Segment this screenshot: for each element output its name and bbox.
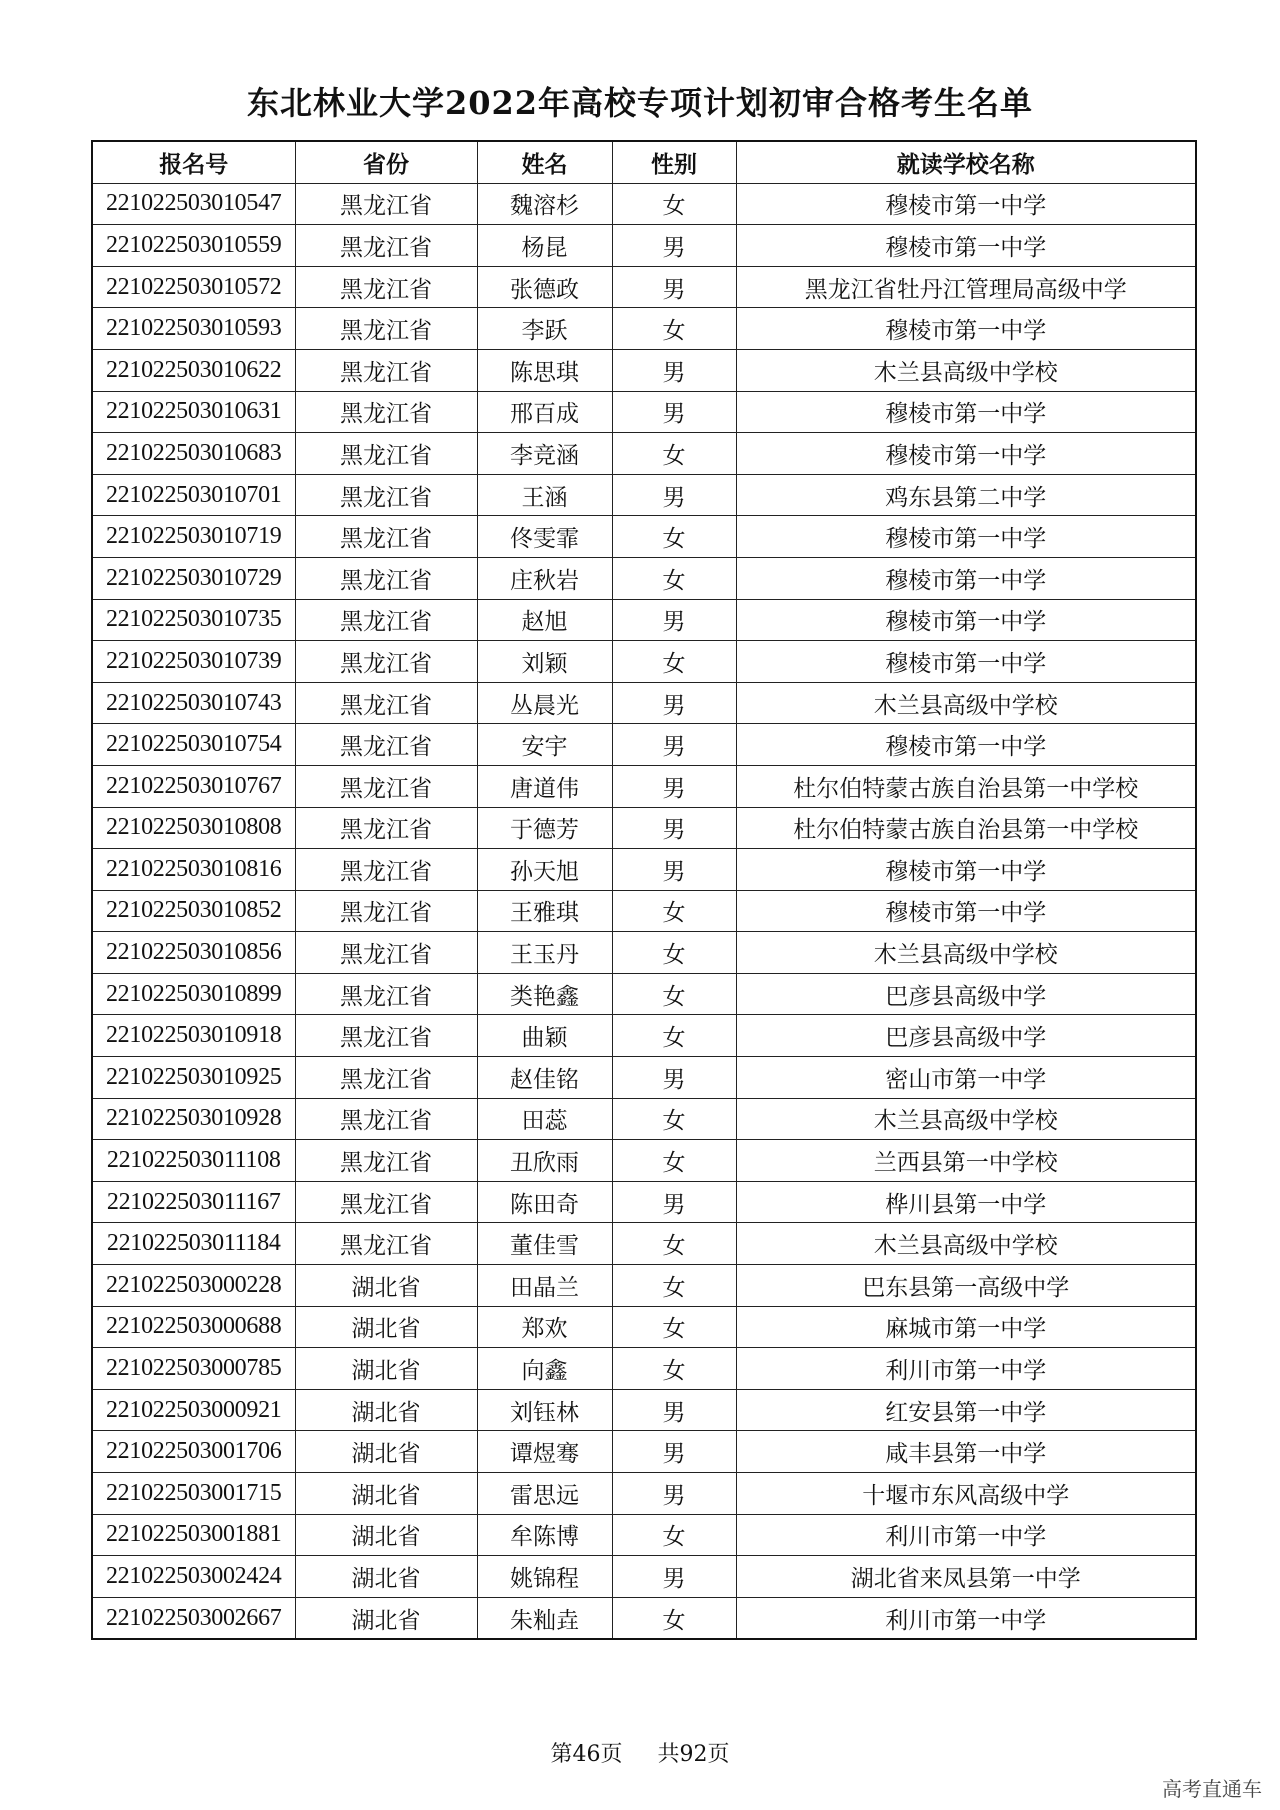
table-row <box>92 1098 1196 1140</box>
table-row <box>92 807 1196 849</box>
cell-province: 黑龙江省 <box>295 516 477 558</box>
cell-name: 雷思远 <box>477 1473 612 1515</box>
cell-registration-number: 221022503010572 <box>92 266 295 308</box>
cell-school: 麻城市第一中学 <box>736 1306 1196 1348</box>
cell-province: 黑龙江省 <box>295 1057 477 1099</box>
table-row <box>92 973 1196 1015</box>
cell-school: 穆棱市第一中学 <box>736 183 1196 225</box>
document-title: 东北林业大学2022年高校专项计划初审合格考生名单 <box>246 84 1034 122</box>
cell-name: 曲颖 <box>477 1015 612 1057</box>
header-registration-number: 报名号 <box>92 141 295 183</box>
cell-gender: 男 <box>612 391 736 433</box>
cell-province: 黑龙江省 <box>295 225 477 267</box>
cell-school: 巴东县第一高级中学 <box>736 1265 1196 1307</box>
cell-province: 黑龙江省 <box>295 349 477 391</box>
cell-school: 巴彦县高级中学 <box>736 973 1196 1015</box>
table-row <box>92 1556 1196 1598</box>
cell-gender: 女 <box>612 1597 736 1639</box>
cell-registration-number: 221022503010808 <box>92 807 295 849</box>
table-row <box>92 1389 1196 1431</box>
cell-gender: 男 <box>612 807 736 849</box>
cell-school: 木兰县高级中学校 <box>736 349 1196 391</box>
table-row <box>92 1015 1196 1057</box>
table-row <box>92 1181 1196 1223</box>
cell-school: 红安县第一中学 <box>736 1389 1196 1431</box>
cell-gender: 女 <box>612 516 736 558</box>
cell-province: 湖北省 <box>295 1265 477 1307</box>
cell-name: 邢百成 <box>477 391 612 433</box>
cell-school: 穆棱市第一中学 <box>736 308 1196 350</box>
table-row <box>92 308 1196 350</box>
cell-registration-number: 221022503010743 <box>92 682 295 724</box>
cell-registration-number: 221022503010754 <box>92 724 295 766</box>
cell-school: 兰西县第一中学校 <box>736 1140 1196 1182</box>
header-gender: 性别 <box>612 141 736 183</box>
cell-gender: 女 <box>612 1223 736 1265</box>
cell-province: 黑龙江省 <box>295 1098 477 1140</box>
cell-school: 密山市第一中学 <box>736 1057 1196 1099</box>
cell-name: 张德政 <box>477 266 612 308</box>
cell-school: 穆棱市第一中学 <box>736 391 1196 433</box>
table-row <box>92 1265 1196 1307</box>
cell-registration-number: 221022503010622 <box>92 349 295 391</box>
candidate-table <box>91 140 1197 1640</box>
table-row <box>92 765 1196 807</box>
page-number: 第46页 <box>550 1742 623 1767</box>
cell-registration-number: 221022503002424 <box>92 1556 295 1598</box>
cell-registration-number: 221022503010899 <box>92 973 295 1015</box>
cell-school: 咸丰县第一中学 <box>736 1431 1196 1473</box>
cell-gender: 女 <box>612 932 736 974</box>
cell-gender: 男 <box>612 349 736 391</box>
cell-school: 桦川县第一中学 <box>736 1181 1196 1223</box>
cell-name: 丛晨光 <box>477 682 612 724</box>
table-row <box>92 641 1196 683</box>
cell-registration-number: 221022503010683 <box>92 433 295 475</box>
cell-name: 郑欢 <box>477 1306 612 1348</box>
cell-school: 穆棱市第一中学 <box>736 849 1196 891</box>
cell-gender: 男 <box>612 266 736 308</box>
cell-province: 黑龙江省 <box>295 308 477 350</box>
cell-province: 湖北省 <box>295 1473 477 1515</box>
header-province: 省份 <box>295 141 477 183</box>
cell-registration-number: 221022503010816 <box>92 849 295 891</box>
cell-gender: 男 <box>612 599 736 641</box>
table-row <box>92 1348 1196 1390</box>
table-row <box>92 682 1196 724</box>
cell-registration-number: 221022503010547 <box>92 183 295 225</box>
cell-name: 田蕊 <box>477 1098 612 1140</box>
cell-province: 黑龙江省 <box>295 973 477 1015</box>
cell-school: 木兰县高级中学校 <box>736 1098 1196 1140</box>
cell-name: 李跃 <box>477 308 612 350</box>
table-row <box>92 1597 1196 1639</box>
cell-province: 湖北省 <box>295 1597 477 1639</box>
cell-gender: 女 <box>612 1098 736 1140</box>
table-row <box>92 1057 1196 1099</box>
table-row <box>92 225 1196 267</box>
cell-registration-number: 221022503010729 <box>92 557 295 599</box>
table-row <box>92 557 1196 599</box>
table-row <box>92 433 1196 475</box>
cell-registration-number: 221022503010631 <box>92 391 295 433</box>
table-row <box>92 474 1196 516</box>
cell-name: 唐道伟 <box>477 765 612 807</box>
cell-name: 李竞涵 <box>477 433 612 475</box>
cell-province: 湖北省 <box>295 1514 477 1556</box>
cell-school: 穆棱市第一中学 <box>736 516 1196 558</box>
cell-gender: 女 <box>612 1015 736 1057</box>
cell-name: 佟雯霏 <box>477 516 612 558</box>
cell-registration-number: 221022503001715 <box>92 1473 295 1515</box>
cell-school: 利川市第一中学 <box>736 1597 1196 1639</box>
cell-name: 安宇 <box>477 724 612 766</box>
cell-name: 于德芳 <box>477 807 612 849</box>
cell-gender: 男 <box>612 225 736 267</box>
cell-school: 木兰县高级中学校 <box>736 932 1196 974</box>
cell-province: 黑龙江省 <box>295 474 477 516</box>
cell-registration-number: 221022503000785 <box>92 1348 295 1390</box>
table-row <box>92 1223 1196 1265</box>
cell-gender: 女 <box>612 1514 736 1556</box>
cell-school: 巴彦县高级中学 <box>736 1015 1196 1057</box>
cell-province: 黑龙江省 <box>295 1015 477 1057</box>
cell-school: 十堰市东风高级中学 <box>736 1473 1196 1515</box>
cell-registration-number: 221022503010719 <box>92 516 295 558</box>
table-row <box>92 1140 1196 1182</box>
cell-gender: 男 <box>612 1181 736 1223</box>
cell-registration-number: 221022503000688 <box>92 1306 295 1348</box>
cell-name: 孙天旭 <box>477 849 612 891</box>
cell-name: 董佳雪 <box>477 1223 612 1265</box>
table-row <box>92 890 1196 932</box>
cell-registration-number: 221022503011184 <box>92 1223 295 1265</box>
cell-province: 黑龙江省 <box>295 391 477 433</box>
table-row <box>92 1514 1196 1556</box>
cell-registration-number: 221022503010767 <box>92 765 295 807</box>
cell-gender: 女 <box>612 1140 736 1182</box>
cell-province: 黑龙江省 <box>295 724 477 766</box>
cell-name: 赵旭 <box>477 599 612 641</box>
cell-gender: 女 <box>612 183 736 225</box>
cell-province: 黑龙江省 <box>295 765 477 807</box>
cell-gender: 女 <box>612 890 736 932</box>
table-row <box>92 516 1196 558</box>
cell-province: 湖北省 <box>295 1431 477 1473</box>
cell-name: 姚锦程 <box>477 1556 612 1598</box>
table-row <box>92 932 1196 974</box>
cell-registration-number: 221022503002667 <box>92 1597 295 1639</box>
cell-province: 黑龙江省 <box>295 1223 477 1265</box>
cell-gender: 男 <box>612 849 736 891</box>
cell-province: 黑龙江省 <box>295 433 477 475</box>
cell-gender: 女 <box>612 557 736 599</box>
cell-gender: 男 <box>612 474 736 516</box>
cell-province: 湖北省 <box>295 1556 477 1598</box>
cell-name: 杨昆 <box>477 225 612 267</box>
cell-gender: 女 <box>612 641 736 683</box>
cell-name: 陈思琪 <box>477 349 612 391</box>
cell-school: 穆棱市第一中学 <box>736 557 1196 599</box>
cell-gender: 男 <box>612 1556 736 1598</box>
cell-registration-number: 221022503010593 <box>92 308 295 350</box>
cell-province: 黑龙江省 <box>295 599 477 641</box>
table-row <box>92 1431 1196 1473</box>
cell-province: 黑龙江省 <box>295 807 477 849</box>
cell-name: 庄秋岩 <box>477 557 612 599</box>
cell-registration-number: 221022503010735 <box>92 599 295 641</box>
table-header-row <box>92 141 1196 183</box>
table-row <box>92 849 1196 891</box>
table-row <box>92 183 1196 225</box>
cell-registration-number: 221022503010856 <box>92 932 295 974</box>
cell-gender: 女 <box>612 1306 736 1348</box>
cell-name: 魏溶杉 <box>477 183 612 225</box>
cell-name: 赵佳铭 <box>477 1057 612 1099</box>
cell-registration-number: 221022503010701 <box>92 474 295 516</box>
cell-registration-number: 221022503000921 <box>92 1389 295 1431</box>
cell-gender: 男 <box>612 1431 736 1473</box>
cell-province: 黑龙江省 <box>295 1181 477 1223</box>
cell-name: 类艳鑫 <box>477 973 612 1015</box>
cell-province: 黑龙江省 <box>295 557 477 599</box>
cell-registration-number: 221022503001881 <box>92 1514 295 1556</box>
table-row <box>92 1306 1196 1348</box>
table-row <box>92 724 1196 766</box>
cell-registration-number: 221022503011167 <box>92 1181 295 1223</box>
cell-school: 鸡东县第二中学 <box>736 474 1196 516</box>
cell-gender: 女 <box>612 1265 736 1307</box>
cell-name: 向鑫 <box>477 1348 612 1390</box>
cell-name: 陈田奇 <box>477 1181 612 1223</box>
table-row <box>92 1473 1196 1515</box>
cell-registration-number: 221022503010739 <box>92 641 295 683</box>
cell-gender: 男 <box>612 1473 736 1515</box>
cell-registration-number: 221022503000228 <box>92 1265 295 1307</box>
table-row <box>92 349 1196 391</box>
cell-school: 穆棱市第一中学 <box>736 599 1196 641</box>
cell-gender: 男 <box>612 724 736 766</box>
cell-province: 黑龙江省 <box>295 641 477 683</box>
cell-school: 杜尔伯特蒙古族自治县第一中学校 <box>736 807 1196 849</box>
cell-school: 黑龙江省牡丹江管理局高级中学 <box>736 266 1196 308</box>
table-body <box>92 183 1196 1639</box>
page-footer <box>0 1737 1280 1768</box>
cell-name: 刘颖 <box>477 641 612 683</box>
cell-province: 黑龙江省 <box>295 266 477 308</box>
cell-gender: 女 <box>612 308 736 350</box>
cell-school: 穆棱市第一中学 <box>736 641 1196 683</box>
table-row <box>92 599 1196 641</box>
cell-gender: 男 <box>612 682 736 724</box>
cell-school: 杜尔伯特蒙古族自治县第一中学校 <box>736 765 1196 807</box>
cell-registration-number: 221022503011108 <box>92 1140 295 1182</box>
cell-name: 朱籼垚 <box>477 1597 612 1639</box>
cell-school: 木兰县高级中学校 <box>736 1223 1196 1265</box>
cell-province: 黑龙江省 <box>295 183 477 225</box>
cell-name: 田晶兰 <box>477 1265 612 1307</box>
cell-school: 穆棱市第一中学 <box>736 225 1196 267</box>
cell-school: 穆棱市第一中学 <box>736 724 1196 766</box>
table-row <box>92 391 1196 433</box>
cell-gender: 男 <box>612 1057 736 1099</box>
cell-school: 穆棱市第一中学 <box>736 890 1196 932</box>
cell-province: 湖北省 <box>295 1306 477 1348</box>
cell-school: 穆棱市第一中学 <box>736 433 1196 475</box>
cell-province: 黑龙江省 <box>295 890 477 932</box>
cell-province: 湖北省 <box>295 1348 477 1390</box>
table-row <box>92 266 1196 308</box>
cell-school: 利川市第一中学 <box>736 1348 1196 1390</box>
cell-registration-number: 221022503010559 <box>92 225 295 267</box>
cell-registration-number: 221022503010928 <box>92 1098 295 1140</box>
cell-gender: 女 <box>612 1348 736 1390</box>
header-name: 姓名 <box>477 141 612 183</box>
cell-name: 刘钰林 <box>477 1389 612 1431</box>
cell-name: 牟陈博 <box>477 1514 612 1556</box>
cell-registration-number: 221022503001706 <box>92 1431 295 1473</box>
cell-registration-number: 221022503010852 <box>92 890 295 932</box>
cell-name: 王涵 <box>477 474 612 516</box>
cell-name: 王玉丹 <box>477 932 612 974</box>
cell-province: 黑龙江省 <box>295 682 477 724</box>
watermark-text: 高考直通车 <box>1162 1777 1262 1801</box>
cell-name: 丑欣雨 <box>477 1140 612 1182</box>
page-total: 共92页 <box>657 1742 730 1767</box>
cell-gender: 女 <box>612 433 736 475</box>
cell-gender: 男 <box>612 765 736 807</box>
cell-province: 湖北省 <box>295 1389 477 1431</box>
cell-province: 黑龙江省 <box>295 1140 477 1182</box>
cell-gender: 男 <box>612 1389 736 1431</box>
cell-name: 王雅琪 <box>477 890 612 932</box>
cell-province: 黑龙江省 <box>295 849 477 891</box>
cell-registration-number: 221022503010925 <box>92 1057 295 1099</box>
cell-registration-number: 221022503010918 <box>92 1015 295 1057</box>
cell-school: 湖北省来凤县第一中学 <box>736 1556 1196 1598</box>
header-school: 就读学校名称 <box>736 141 1196 183</box>
cell-gender: 女 <box>612 973 736 1015</box>
cell-name: 谭煜骞 <box>477 1431 612 1473</box>
cell-school: 利川市第一中学 <box>736 1514 1196 1556</box>
cell-province: 黑龙江省 <box>295 932 477 974</box>
cell-school: 木兰县高级中学校 <box>736 682 1196 724</box>
